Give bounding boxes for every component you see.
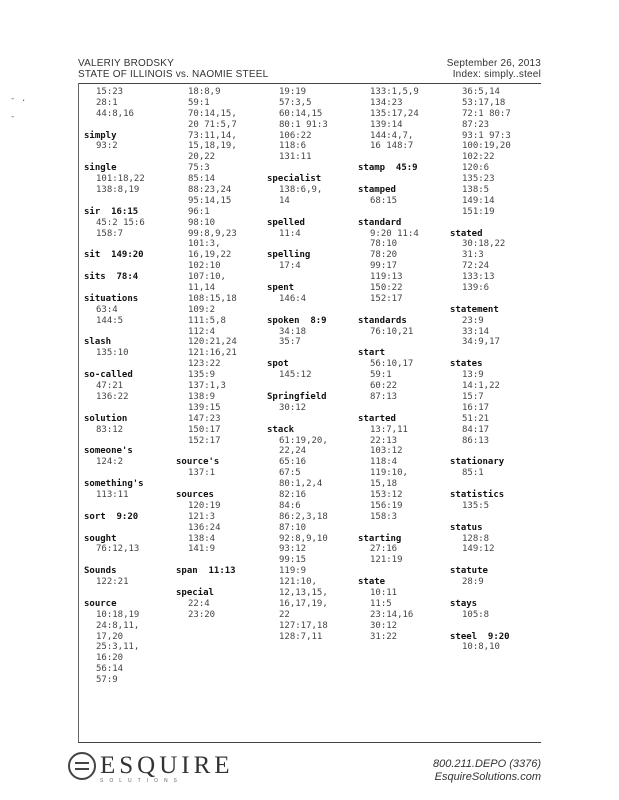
page-line-ref: 44:8,16 [96,108,134,119]
page-line-ref: 121:19 [370,555,403,566]
page-line-ref: 106:22 [279,130,312,141]
page-line-ref: 51:21 [462,413,490,424]
index-term: started [358,413,396,424]
page-line-ref: 138:5 [462,185,490,196]
page-line-ref: 59:1 [188,97,210,108]
page-line-ref: 135:9 [188,370,216,381]
page-line-ref: 19:19 [279,87,307,97]
page-line-ref: 16:20 [96,653,124,664]
page-line-ref: 92:8,9,10 [279,533,328,544]
footer-contact [433,758,541,784]
page-line-ref: 31:3 [462,250,484,261]
index-term: state [358,577,386,588]
index-term: stamped [358,185,396,196]
page-line-ref: 12,13,15, [279,587,328,598]
page-line-ref: 9:20 11:4 [370,228,419,239]
index-term: special [176,587,214,598]
index-term: something's [84,479,144,490]
index-term: statement [450,304,499,315]
page-line-ref: 141:9 [188,544,216,555]
page-line-ref: 87:10 [279,522,307,533]
index-term: spelled [267,217,305,228]
page-line-ref: 78:10 [370,239,398,250]
index-term: standard [358,217,402,228]
index-term: stationary [450,457,505,468]
page-line-ref: 31:22 [370,631,398,642]
page-line-ref: 70:14,15, [188,108,237,119]
page-line-ref: 128:8 [462,533,490,544]
page-line-ref: 27:16 [370,544,398,555]
witness-name: VALERIY BRODSKY [78,58,174,69]
page-line-ref: 139:14 [370,119,403,130]
entry-gap [267,272,328,283]
left-margin-rule [78,83,79,742]
index-column-2 [176,87,237,621]
page-line-ref: 107:10, [188,272,226,283]
page-line-ref: 16,19,22 [188,250,232,261]
page-line-ref: 105:8 [462,609,490,620]
page-line-ref: 138:6,9, [279,185,323,196]
page-line-ref: 13:9 [462,370,484,381]
page-line-ref: 137:1,3 [188,381,226,392]
page-line-ref: 146:4 [279,293,307,304]
page-line-ref: 99:17 [370,261,398,272]
page-line-ref: 22 [279,609,290,620]
entry-gap [84,523,145,534]
page-line-ref: 47:21 [96,381,124,392]
entry-gap [450,512,511,523]
page-line-ref: 136:22 [96,391,129,402]
page-line-ref: 78:20 [370,250,398,261]
page-line-ref: 144:4,7, [370,130,414,141]
page-line-ref: 150:22 [370,283,403,294]
entry-gap [358,523,419,534]
entry-gap [176,555,237,566]
page-line-ref: 25:3,11, [96,642,140,653]
index-term: sort 9:20 [84,511,139,522]
case-title: STATE OF ILLINOIS vs. NAOMIE STEEL [78,69,269,80]
page-line-ref: 121:10, [279,577,317,588]
entry-gap [84,501,145,512]
page-line-ref: 72:1 80:7 [462,108,511,119]
index-term: stamp 45:9 [358,163,418,174]
page-line-ref: 65:16 [279,457,307,468]
page-line-ref: 138:4 [188,533,216,544]
page-line-ref: 30:12 [370,620,398,631]
page-line-ref: 57:3,5 [279,97,312,108]
entry-gap [267,414,328,425]
entry-gap [358,337,419,348]
index-term: statistics [450,489,505,500]
entry-gap [84,403,145,414]
page-line-ref: 61:19,20, [279,435,328,446]
entry-gap [84,468,145,479]
index-term: starting [358,533,402,544]
page-line-ref: 120:19 [188,500,221,511]
entry-gap [450,555,511,566]
entry-gap [84,359,145,370]
entry-gap [450,348,511,359]
entry-gap [176,446,237,457]
page-line-ref: 36:5,14 [462,87,500,97]
page-line-ref: 93:12 [279,544,307,555]
entry-gap [84,327,145,338]
entry-gap [84,152,145,163]
page-line-ref: 76:10,21 [370,326,414,337]
page-line-ref: 147:23 [188,413,221,424]
index-term: single [84,163,117,174]
page-line-ref: 76:12,13 [96,544,140,555]
page-line-ref: 22:4 [188,598,210,609]
header-right [447,58,541,80]
page-line-ref: 17:4 [279,261,301,272]
page-line-ref: 99:8,9,23 [188,228,237,239]
page-line-ref: 135:17,24 [370,108,419,119]
page-line-ref: 136:24 [188,522,221,533]
page-line-ref: 112:4 [188,326,216,337]
page-line-ref: 93:1 97:3 [462,130,511,141]
page-line-ref: 14 [279,195,290,206]
entry-gap [176,577,237,588]
page-line-ref: 158:3 [370,511,398,522]
page-line-ref: 23:14,16 [370,609,414,620]
page-line-ref: 102:10 [188,261,221,272]
page-line-ref: 80:1 91:3 [279,119,328,130]
page-line-ref: 88:23,24 [188,185,232,196]
page-line-ref: 103:12 [370,446,403,457]
page-line-ref: 96:1 [188,206,210,217]
page-line-ref: 133:1,5,9 [370,87,419,97]
entry-gap [84,120,145,131]
page-line-ref: 152:17 [370,293,403,304]
page-line-ref: 73:11,14, [188,130,237,141]
page-line-ref: 56:14 [96,664,124,675]
page-line-ref: 151:19 [462,206,495,217]
page-line-ref: 22,24 [279,446,307,457]
footer-rule [78,742,541,743]
index-term: someone's [84,446,133,457]
index-term: spent [267,283,295,294]
page-line-ref: 118:6 [279,141,307,152]
entry-gap [84,283,145,294]
page-line-ref: 101:3, [188,239,221,250]
page-line-ref: 28:9 [462,577,484,588]
index-term: standards [358,315,407,326]
page-line-ref: 67:5 [279,468,301,479]
index-term: sources [176,489,214,500]
page-line-ref: 119:9 [279,566,307,577]
page-line-ref: 85:1 [462,468,484,479]
index-term: stated [450,228,483,239]
page-line-ref: 34:9,17 [462,337,500,348]
index-term: stack [267,424,295,435]
logo-subtext: SOLUTIONS [100,778,183,784]
page-line-ref: 11:5 [370,598,392,609]
page-line-ref: 111:5,8 [188,315,226,326]
page-line-ref: 123:22 [188,359,221,370]
page-line-ref: 138:9 [188,391,216,402]
page-line-ref: 83:12 [96,424,124,435]
page-line-ref: 28:1 [96,97,118,108]
esquire-logo [68,752,234,784]
entry-gap [450,588,511,599]
page-line-ref: 82:16 [279,489,307,500]
page-line-ref: 153:12 [370,489,403,500]
page-line-ref: 30:12 [279,402,307,413]
index-term: slash [84,337,112,348]
index-column-1 [84,87,145,686]
index-term: status [450,522,483,533]
page-line-ref: 158:7 [96,228,124,239]
entry-gap [450,621,511,632]
page-line-ref: 84:17 [462,424,490,435]
page-line-ref: 139:6 [462,283,490,294]
page-line-ref: 135:23 [462,174,495,185]
page-line-ref: 145:12 [279,370,312,381]
page-line-ref: 95:14,15 [188,195,232,206]
page-line-ref: 15,18 [370,479,398,490]
page-line-ref: 124:2 [96,457,124,468]
index-column-3 [267,87,328,642]
page-line-ref: 101:18,22 [96,174,145,185]
page-line-ref: 87:23 [462,119,490,130]
index-term: Sounds [84,566,117,577]
page-line-ref: 128:7,11 [279,631,323,642]
page-line-ref: 98:10 [188,217,216,228]
index-term: steel 9:20 [450,631,510,642]
index-term: spoken 8:9 [267,315,327,326]
page-line-ref: 144:5 [96,315,124,326]
entry-gap [267,381,328,392]
header-left [78,58,268,80]
entry-gap [358,403,419,414]
page-line-ref: 156:19 [370,500,403,511]
page-line-ref: 22:13 [370,435,398,446]
page-line-ref: 30:18,22 [462,239,506,250]
page-line-ref: 135:5 [462,500,490,511]
index-term: stays [450,598,478,609]
entry-gap [358,305,419,316]
page-line-ref: 15:7 [462,391,484,402]
page-line-ref: 10:11 [370,587,398,598]
index-term: source's [176,457,220,468]
page-line-ref: 119:10, [370,468,408,479]
page-line-ref: 137:1 [188,468,216,479]
page-line-ref: 16:17 [462,402,490,413]
index-column-5 [450,87,511,653]
esquire-logo-icon [68,752,96,780]
entry-gap [267,239,328,250]
page-line-ref: 15,18,19, [188,141,237,152]
page-line-ref: 102:22 [462,152,495,163]
index-term: Springfield [267,391,327,402]
page-line-ref: 131:11 [279,152,312,163]
index-range: Index: simply..steel [452,69,541,80]
index-term: start [358,348,386,359]
page-line-ref: 63:4 [96,304,118,315]
page-line-ref: 149:12 [462,544,495,555]
page-line-ref: 135:10 [96,348,129,359]
page-line-ref: 16,17,19, [279,598,328,609]
page-line-ref: 152:17 [188,435,221,446]
entry-gap [358,207,419,218]
index-term: specialist [267,174,322,185]
entry-gap [358,174,419,185]
page-line-ref: 122:21 [96,577,129,588]
page-line-ref: 85:14 [188,174,216,185]
page-line-ref: 109:2 [188,304,216,315]
page-line-ref: 127:17,18 [279,620,328,631]
page-line-ref: 45:2 15:6 [96,217,145,228]
page-line-ref: 120:21,24 [188,337,237,348]
page-line-ref: 93:2 [96,141,118,152]
index-term: states [450,359,483,370]
index-term: source [84,598,117,609]
page-line-ref: 84:6 [279,500,301,511]
page-line-ref: 113:11 [96,489,129,500]
page-line-ref: 100:19,20 [462,141,511,152]
page-line-ref: 20,22 [188,152,216,163]
page-line-ref: 23:20 [188,609,216,620]
page-line-ref: 60:22 [370,381,398,392]
entry-gap [84,239,145,250]
page-line-ref: 20 71:5,7 [188,119,237,130]
page-line-ref: 68:15 [370,195,398,206]
entry-gap [450,446,511,457]
margin-marks: - . - [10,94,27,122]
page-line-ref: 118:4 [370,457,398,468]
entry-gap [267,163,328,174]
entry-gap [84,261,145,272]
index-term: so-called [84,370,133,381]
page-line-ref: 35:7 [279,337,301,348]
page-line-ref: 56:10,17 [370,359,414,370]
entry-gap [450,479,511,490]
page-line-ref: 33:14 [462,326,490,337]
index-term: span 11:13 [176,566,236,577]
page-line-ref: 108:15,18 [188,293,237,304]
entry-gap [450,218,511,229]
entry-gap [176,479,237,490]
index-term: solution [84,413,128,424]
page-line-ref: 57:9 [96,675,118,686]
page-line-ref: 149:14 [462,195,495,206]
entry-gap [84,436,145,447]
page-line-ref: 34:18 [279,326,307,337]
phone-number: 800.211.DEPO (3376) [432,758,541,770]
page-line-ref: 16 148:7 [370,141,414,152]
entry-gap [267,348,328,359]
index-term: sought [84,533,117,544]
page-line-ref: 72:24 [462,261,490,272]
page-line-ref: 60:14,15 [279,108,323,119]
page-line-ref: 75:3 [188,163,210,174]
page-line-ref: 80:1,2,4 [279,479,323,490]
page-line-ref: 23:9 [462,315,484,326]
entry-gap [84,555,145,566]
page-line-ref: 99:15 [279,555,307,566]
index-term: situations [84,293,139,304]
page-line-ref: 10:18,19 [96,609,140,620]
page-line-ref: 86:13 [462,435,490,446]
website: EsquireSolutions.com [434,771,541,783]
page-line-ref: 53:17,18 [462,97,506,108]
page-line-ref: 150:17 [188,424,221,435]
entry-gap [450,294,511,305]
index-column-4 [358,87,419,642]
entry-gap [84,588,145,599]
logo-text: ESQUIRE [100,752,234,779]
page-line-ref: 18:8,9 [188,87,221,97]
page-line-ref: 11,14 [188,283,216,294]
page-line-ref: 119:13 [370,272,403,283]
index-term: spelling [267,250,311,261]
header-rule [78,83,541,84]
index-term: spot [267,359,289,370]
page-line-ref: 138:8,19 [96,185,140,196]
index-term: statute [450,566,488,577]
page-line-ref: 139:15 [188,402,221,413]
page-line-ref: 87:13 [370,391,398,402]
entry-gap [84,196,145,207]
page-line-ref: 15:23 [96,87,124,97]
page-line-ref: 86:2,3,18 [279,511,328,522]
page-line-ref: 14:1,22 [462,381,500,392]
page-line-ref: 133:13 [462,272,495,283]
index-term: sits 78:4 [84,272,139,283]
deposition-date: September 26, 2013 [446,58,541,69]
entry-gap [267,305,328,316]
entry-gap [358,566,419,577]
entry-gap [267,207,328,218]
page-line-ref: 121:16,21 [188,348,237,359]
index-term: sit 149:20 [84,250,144,261]
entry-gap [358,152,419,163]
page-line-ref: 121:3 [188,511,216,522]
page-line-ref: 11:4 [279,228,301,239]
page-line-ref: 134:23 [370,97,403,108]
page-line-ref: 10:8,10 [462,642,500,653]
page-line-ref: 24:8,11, [96,620,140,631]
page-line-ref: 17,20 [96,631,124,642]
page-line-ref: 13:7,11 [370,424,408,435]
index-term: sir 16:15 [84,206,139,217]
index-term: simply [84,130,117,141]
page-line-ref: 59:1 [370,370,392,381]
page-line-ref: 120:6 [462,163,490,174]
